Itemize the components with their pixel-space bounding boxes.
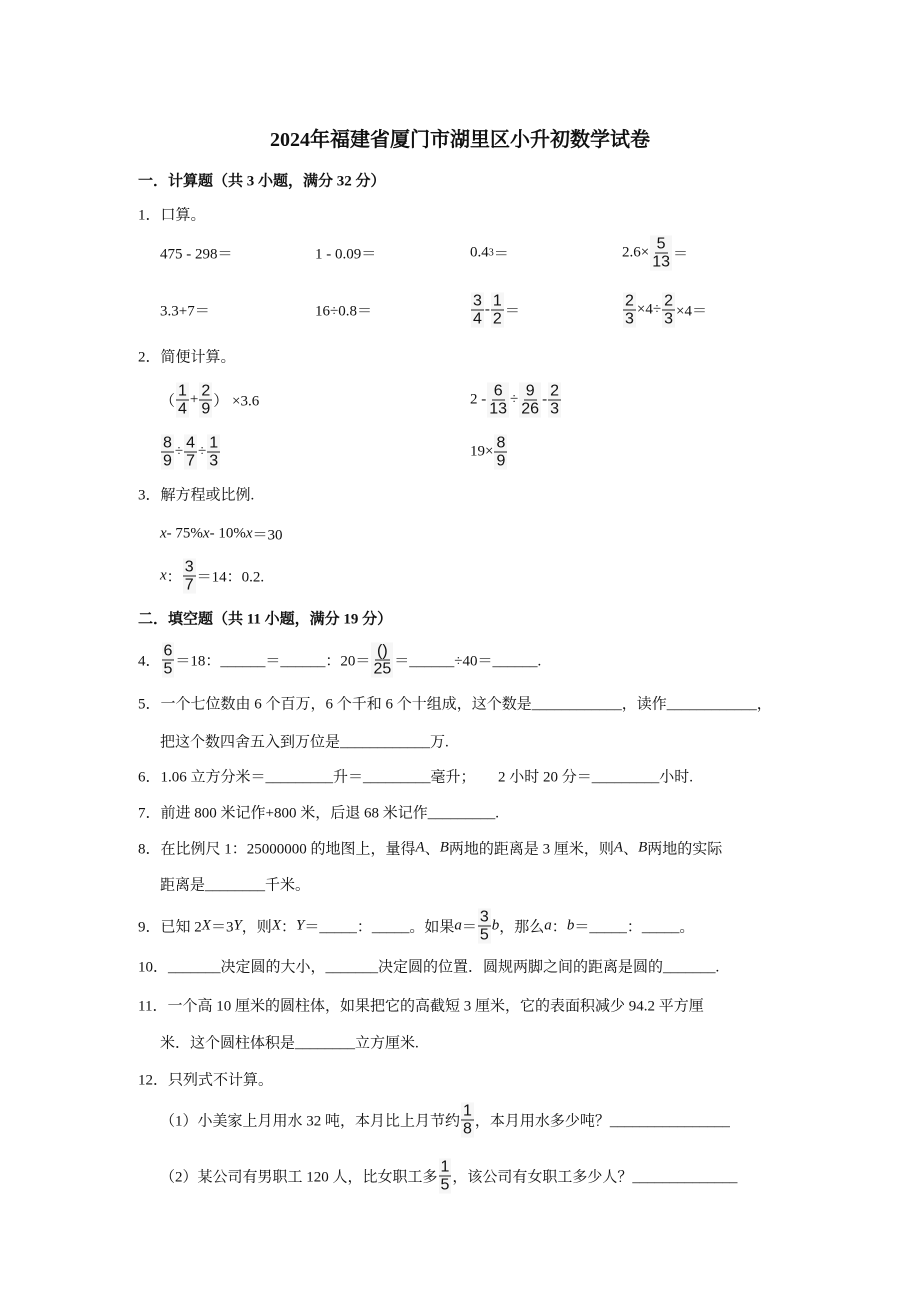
numerator: 2 bbox=[201, 382, 211, 400]
text-segment: ，则 bbox=[241, 919, 272, 936]
text-segment: 一．计算题（共 3 小题，满分 32 分） bbox=[138, 173, 386, 190]
fraction bbox=[487, 383, 509, 418]
question-text bbox=[138, 643, 541, 678]
variable: B bbox=[439, 839, 449, 856]
question-text bbox=[138, 346, 236, 367]
numerator: 2 bbox=[550, 382, 559, 400]
fraction bbox=[650, 236, 672, 271]
denominator: 26 bbox=[521, 400, 540, 418]
text-segment: 两地的实际 bbox=[647, 841, 723, 858]
question-text bbox=[470, 383, 562, 418]
question-text bbox=[138, 484, 254, 505]
denominator: 3 bbox=[550, 400, 559, 418]
fraction bbox=[176, 383, 189, 418]
fraction bbox=[548, 383, 561, 418]
numerator: 2 bbox=[664, 292, 674, 310]
fraction bbox=[478, 909, 491, 944]
question-text bbox=[138, 802, 499, 823]
fraction bbox=[519, 383, 541, 418]
text-segment: 2 - bbox=[470, 391, 487, 408]
denominator: 9 bbox=[496, 452, 506, 470]
text-segment: 8．在比例尺 1：25000000 的地图上，量得 bbox=[138, 841, 416, 858]
denominator: 3 bbox=[625, 310, 634, 328]
question-text bbox=[622, 236, 688, 271]
text-segment: 3．解方程或比例. bbox=[138, 487, 255, 504]
text-segment: ＝3 bbox=[210, 919, 234, 936]
fraction bbox=[183, 559, 196, 594]
variable: X bbox=[201, 917, 211, 934]
denominator: 3 bbox=[664, 310, 674, 328]
exponent: 3 bbox=[488, 247, 494, 259]
fraction bbox=[623, 293, 636, 328]
numerator: 4 bbox=[186, 434, 196, 452]
text-segment: 12．只列式不计算。 bbox=[138, 1072, 274, 1089]
denominator: 5 bbox=[163, 660, 173, 678]
section-heading bbox=[138, 608, 392, 629]
denominator: 7 bbox=[186, 452, 196, 470]
text-segment: 距离是________千米。 bbox=[160, 877, 311, 894]
text-segment: 11．一个高 10 厘米的圆柱体，如果把它的高截短 3 厘米，它的表面积减少 94.2 平方厘 bbox=[138, 998, 704, 1015]
text-segment: 6．1.06 立方分米＝_________升＝_________毫升； 2 小时 20 分＝_________小时. bbox=[138, 769, 694, 786]
question-text bbox=[160, 1103, 730, 1138]
question-text bbox=[138, 1069, 273, 1090]
question-text bbox=[160, 383, 259, 418]
text-segment: - bbox=[484, 301, 490, 318]
fraction bbox=[491, 293, 504, 328]
text-segment: 两地的距离是 3 厘米，则 bbox=[448, 841, 614, 858]
variable: X bbox=[271, 917, 281, 934]
text-segment: ÷ bbox=[510, 391, 519, 408]
question-text bbox=[138, 909, 694, 944]
text-segment: - bbox=[542, 391, 548, 408]
text-segment: ，那么 bbox=[499, 919, 545, 936]
text-segment: 、 bbox=[424, 841, 440, 858]
text-segment: （1）小美家上月用水 32 吨，本月比上月节约 bbox=[160, 1113, 461, 1130]
text-segment: 19× bbox=[470, 443, 494, 460]
variable: x bbox=[160, 525, 167, 542]
text-segment: ： bbox=[280, 919, 296, 936]
numerator: 3 bbox=[479, 908, 489, 926]
denominator: 5 bbox=[440, 1176, 450, 1194]
denominator: 3 bbox=[209, 452, 219, 470]
numerator: 1 bbox=[178, 382, 187, 400]
numerator: 3 bbox=[473, 292, 482, 310]
fraction bbox=[494, 435, 507, 470]
text-segment: - 10% bbox=[209, 525, 246, 542]
question-text bbox=[138, 693, 772, 714]
text-segment: 1．口算。 bbox=[138, 207, 206, 224]
text-segment: 二．填空题（共 11 小题，满分 19 分） bbox=[138, 611, 393, 628]
variable: a bbox=[454, 917, 462, 934]
question-text bbox=[160, 1159, 737, 1194]
fraction bbox=[471, 293, 484, 328]
text-segment: ＝ bbox=[461, 919, 477, 936]
denominator: 2 bbox=[492, 310, 502, 328]
text-segment: 5．一个七位数由 6 个百万，6 个千和 6 个十组成，这个数是____________，读作____________， bbox=[138, 696, 772, 713]
text-segment: ＝_____：_____。如果 bbox=[304, 919, 455, 936]
text-segment: ＝30 bbox=[252, 527, 283, 544]
numerator: 9 bbox=[525, 382, 535, 400]
text-segment: 475 - 298＝ bbox=[160, 246, 233, 263]
fraction bbox=[199, 383, 212, 418]
numerator: 2 bbox=[625, 292, 634, 310]
question-text bbox=[138, 956, 719, 977]
denominator: 13 bbox=[489, 400, 508, 418]
question-text bbox=[160, 243, 233, 264]
variable: x bbox=[245, 525, 253, 542]
numerator: 6 bbox=[163, 642, 173, 660]
text-segment: ，本月用水多少吨？________________ bbox=[474, 1113, 730, 1130]
question-text bbox=[315, 243, 376, 264]
question-text bbox=[470, 293, 520, 328]
text-segment: 米．这个圆柱体积是________立方厘米. bbox=[160, 1035, 419, 1052]
text-segment: ＝______÷40＝______. bbox=[394, 653, 542, 670]
numerator: 6 bbox=[493, 382, 503, 400]
numerator: 1 bbox=[209, 434, 219, 452]
numerator: () bbox=[377, 642, 388, 660]
text-segment: ＝ bbox=[673, 246, 689, 263]
text-segment: ＝18：______＝______：20＝ bbox=[175, 653, 371, 670]
text-segment: + bbox=[189, 391, 199, 408]
question-text bbox=[160, 524, 283, 545]
text-segment: 3.3+7＝ bbox=[160, 303, 210, 320]
denominator: 5 bbox=[479, 926, 489, 944]
numerator: 1 bbox=[492, 292, 502, 310]
text-segment: ÷ bbox=[198, 443, 207, 460]
fraction bbox=[662, 293, 675, 328]
variable: Y bbox=[296, 917, 305, 934]
text-segment: ＝14：0.2. bbox=[196, 569, 265, 586]
fraction bbox=[162, 643, 175, 678]
text-segment: ，该公司有女职工多少人？______________ bbox=[452, 1169, 738, 1186]
text-segment: ×4÷ bbox=[636, 301, 662, 318]
numerator: 8 bbox=[163, 434, 172, 452]
denominator: 13 bbox=[652, 253, 671, 271]
fraction bbox=[439, 1159, 452, 1194]
text-segment: - 75% bbox=[166, 525, 203, 542]
denominator: 8 bbox=[463, 1120, 472, 1138]
question-text bbox=[138, 995, 704, 1016]
denominator: 4 bbox=[473, 310, 482, 328]
variable: B bbox=[638, 839, 648, 856]
text-segment: ÷ bbox=[174, 443, 184, 460]
question-text bbox=[160, 1032, 419, 1053]
page-title: 2024年福建省厦门市湖里区小升初数学试卷 bbox=[270, 128, 650, 151]
question-text bbox=[160, 874, 310, 895]
fraction bbox=[207, 435, 220, 470]
question-text bbox=[138, 766, 693, 787]
fraction bbox=[161, 435, 174, 470]
question-text bbox=[160, 731, 449, 752]
question-text bbox=[470, 435, 508, 470]
variable: x bbox=[202, 525, 210, 542]
text-segment: 9．已知 2 bbox=[138, 919, 202, 936]
denominator: 25 bbox=[373, 660, 392, 678]
fraction bbox=[184, 435, 197, 470]
denominator: 9 bbox=[201, 400, 211, 418]
text-segment: 1 - 0.09＝ bbox=[315, 246, 377, 263]
numerator: 8 bbox=[496, 434, 506, 452]
section-heading bbox=[138, 170, 386, 191]
numerator: 1 bbox=[463, 1102, 472, 1120]
text-segment: ×4＝ bbox=[676, 303, 707, 320]
text-segment: 10．_______决定圆的大小，_______决定圆的位置．圆规两脚之间的距离是圆的_______. bbox=[138, 959, 720, 976]
variable: A bbox=[613, 839, 624, 856]
question-text bbox=[160, 300, 210, 321]
question-text bbox=[160, 435, 221, 470]
text-segment: 4． bbox=[138, 653, 161, 670]
variable: b bbox=[491, 917, 500, 934]
variable: b bbox=[566, 917, 575, 934]
question-text bbox=[315, 300, 372, 321]
variable: x bbox=[160, 567, 167, 584]
text-segment: （2）某公司有男职工 120 人，比女职工多 bbox=[160, 1169, 438, 1186]
numerator: 1 bbox=[440, 1158, 450, 1176]
question-text bbox=[160, 559, 264, 594]
text-segment: ＝ bbox=[493, 246, 509, 263]
question-text bbox=[470, 243, 509, 264]
fraction bbox=[371, 643, 393, 678]
fraction bbox=[461, 1103, 474, 1138]
denominator: 4 bbox=[178, 400, 187, 418]
variable: Y bbox=[233, 917, 242, 934]
text-segment: 2.6× bbox=[622, 244, 650, 261]
question-text bbox=[138, 204, 206, 225]
text-segment: ＝ bbox=[504, 303, 520, 320]
question-text bbox=[622, 293, 707, 328]
text-segment: 16÷0.8＝ bbox=[315, 303, 372, 320]
numerator: 3 bbox=[184, 558, 194, 576]
text-segment: 2．简便计算。 bbox=[138, 349, 236, 366]
text-segment: 把这个数四舍五入到万位是____________万. bbox=[160, 734, 449, 751]
numerator: 5 bbox=[656, 235, 666, 253]
variable: a bbox=[544, 917, 552, 934]
denominator: 9 bbox=[163, 452, 172, 470]
text-segment: 0.4 bbox=[470, 244, 489, 261]
text-segment: 7．前进 800 米记作+800 米，后退 68 米记作_________. bbox=[138, 805, 499, 822]
text-segment: ＝_____：_____。 bbox=[574, 919, 695, 936]
text-segment: （ bbox=[160, 393, 176, 410]
denominator: 7 bbox=[184, 576, 194, 594]
text-segment: ） ×3.6 bbox=[213, 393, 260, 410]
question-text bbox=[138, 838, 722, 859]
text-segment: 、 bbox=[623, 841, 639, 858]
text-segment: ： bbox=[551, 919, 567, 936]
variable: A bbox=[415, 839, 425, 856]
text-segment: ： bbox=[166, 569, 182, 586]
